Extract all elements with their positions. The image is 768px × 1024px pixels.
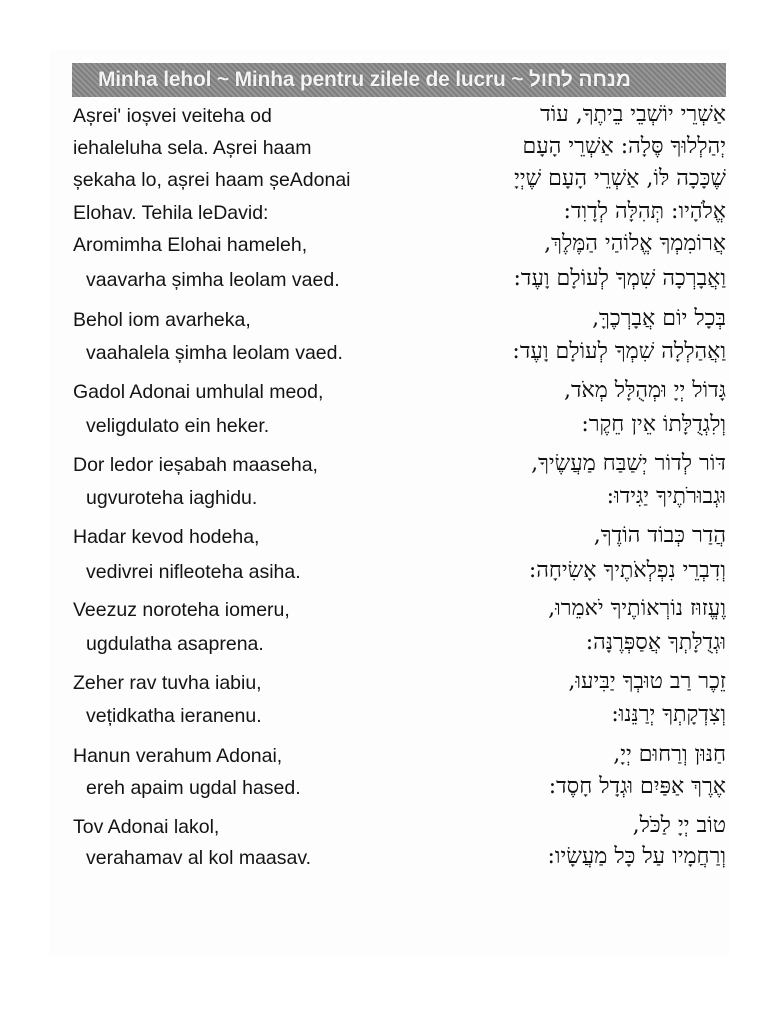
transliteration-text: Dor ledor ieșabah maaseha, (73, 454, 318, 476)
hebrew-text: וְרַחֲמָיו עַל כָּל מַעֲשָׂיו: (547, 844, 726, 869)
hebrew-text: חַנּוּן וְרַחוּם יְיָ, (613, 742, 726, 767)
transliteration-text: vaahalela șimha leolam vaed. (86, 342, 343, 364)
hebrew-text: גָּדוֹל יְיָ וּמְהֻלָּל מְאֹד, (563, 378, 726, 403)
transliteration-text: veligdulato ein heker. (86, 415, 270, 437)
page-title: Minha lehol ~ Minha pentru zilele de lucru ~ מנחה לחול (98, 68, 631, 91)
transliteration-text: iehaleluha sela. Așrei haam (73, 137, 312, 159)
hebrew-text: הֲדַר כְּבוֹד הוֹדֶךָ, (593, 523, 726, 548)
hebrew-text: וּגְבוּרֹתֶיךָ יַגִּידוּ: (606, 484, 726, 509)
transliteration-text: Behol iom avarheka, (73, 309, 251, 331)
hebrew-text: וֶעֱזוּז נוֹרְאוֹתֶיךָ יֹאמֵרוּ, (548, 596, 726, 621)
hebrew-text: זֵכֶר רַב טוּבְךָ יַבִּיעוּ, (568, 669, 726, 694)
hebrew-text: וַאֲבָרְכָה שִׁמְךָ לְעוֹלָם וָעֶד: (513, 266, 726, 291)
transliteration-text: ugdulatha asaprena. (86, 633, 264, 655)
transliteration-text: vaavarha șimha leolam vaed. (86, 269, 340, 291)
hebrew-text: וּגְדֻלָּתְךָ אֲסַפְּרֶנָּה: (585, 630, 726, 655)
transliteration-text: Elohav. Tehila leDavid: (73, 202, 269, 224)
transliteration-text: șekaha lo, așrei haam șeAdonai (73, 169, 351, 191)
hebrew-text: אֶרֶךְ אַפַּיִם וּגְדָל חָסֶד: (548, 774, 726, 799)
hebrew-text: וַאֲהַלְלָה שִׁמְךָ לְעוֹלָם וָעֶד: (512, 339, 726, 364)
transliteration-text: vețidkatha ieranenu. (86, 705, 262, 727)
transliteration-text: Hanun verahum Adonai, (73, 745, 283, 767)
transliteration-text: Tov Adonai lakol, (73, 816, 220, 838)
transliteration-text: Veezuz noroteha iomeru, (73, 599, 290, 621)
hebrew-text: דּוֹר לְדוֹר יְשַׁבַּח מַעֲשֶׂיךָ, (531, 451, 726, 476)
transliteration-text: Aromimha Elohai hameleh, (73, 234, 308, 256)
transliteration-text: ereh apaim ugdal hased. (86, 777, 301, 799)
hebrew-text: וְצִדְקָתְךָ יְרַנֵּנוּ: (611, 702, 726, 727)
transliteration-text: Zeher rav tuvha iabiu, (73, 672, 262, 694)
hebrew-text: אֲרוֹמִמְךָ אֱלוֹהַי הַמֶּלֶךְ, (544, 231, 726, 256)
hebrew-text: אַשְׁרֵי יוֹשְׁבֵי בֵיתֶךָ, עוֹד (540, 102, 726, 127)
transliteration-text: verahamav al kol maasav. (86, 847, 312, 869)
transliteration-text: ugvuroteha iaghidu. (86, 487, 258, 509)
transliteration-text: Gadol Adonai umhulal meod, (73, 381, 324, 403)
hebrew-text: וְדִבְרֵי נִפְלְאֹתֶיךָ אָשִׂיחָה: (528, 558, 726, 583)
transliteration-text: vedivrei nifleoteha asiha. (86, 561, 301, 583)
hebrew-text: וְלִגְדֻלָּתוֹ אֵין חֵקֶר: (581, 412, 726, 437)
transliteration-text: Așrei' ioșvei veiteha od (73, 105, 272, 127)
hebrew-text: בְּכָל יוֹם אֲבָרְכֶךָּ, (592, 306, 726, 331)
hebrew-text: טוֹב יְיָ לַכֹּל, (632, 813, 726, 838)
hebrew-text: שֶׁכָּכָה לּוֹ, אַשְׁרֵי הָעָם שֶׁיְיָ (514, 166, 726, 191)
hebrew-text: אֱלֹהָיו: תְּהִלָּה לְדָוִד: (563, 199, 726, 224)
title-bar (72, 63, 726, 97)
hebrew-text: יְהַלְלוּךָ סֶּלָה: אַשְׁרֵי הָעָם (522, 134, 726, 159)
transliteration-text: Hadar kevod hodeha, (73, 526, 260, 548)
